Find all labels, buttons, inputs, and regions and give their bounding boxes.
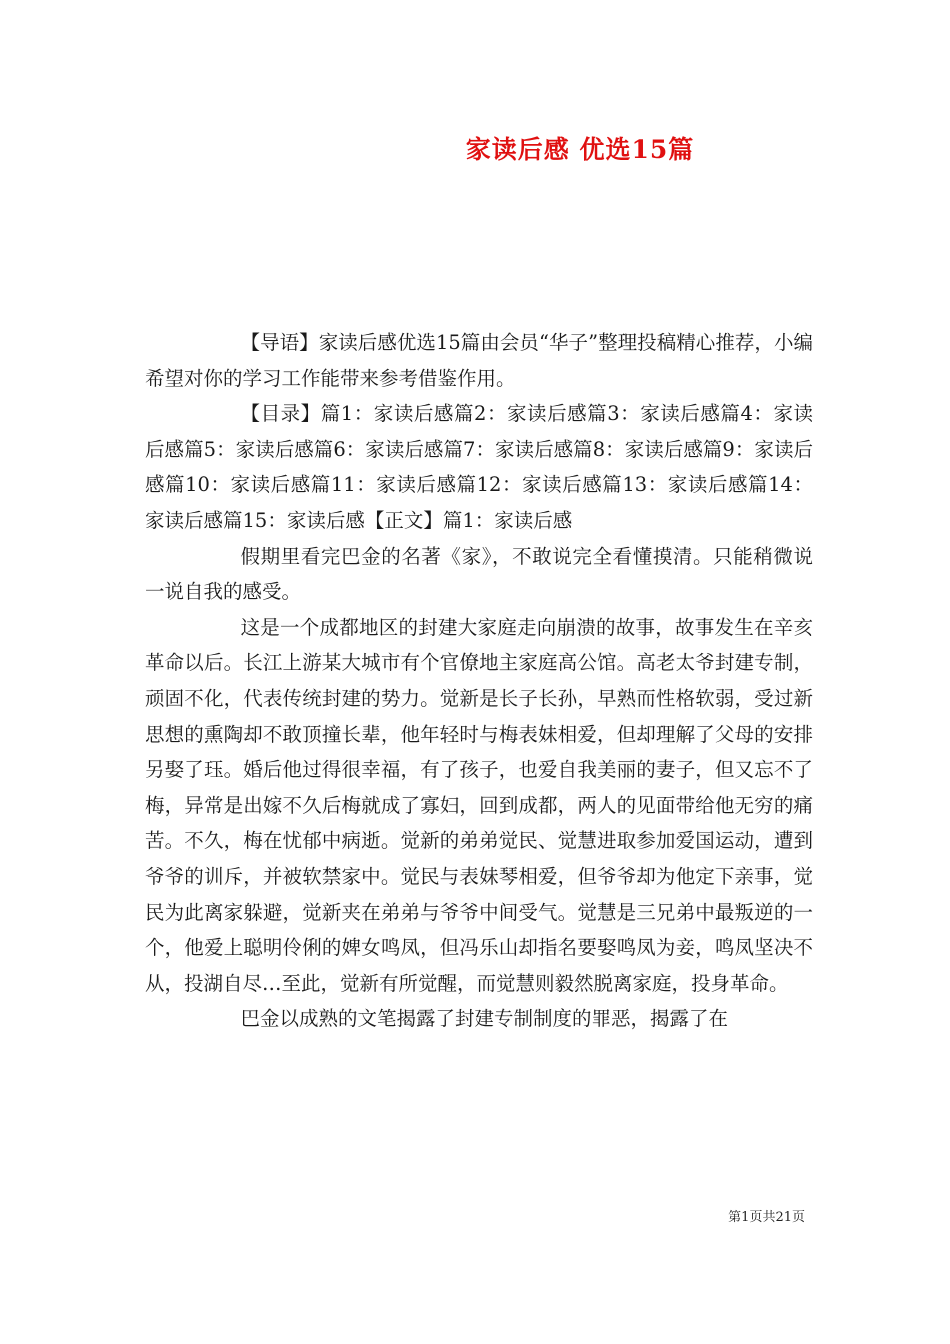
body-paragraph-3: 巴金以成熟的文笔揭露了封建专制制度的罪恶，揭露了在	[240, 1007, 729, 1031]
intro-paragraph: 【导语】家读后感优选15篇由会员“华子”整理投稿精心推荐，小编希望对你的学习工作能带来参考借鉴作用。	[145, 331, 813, 390]
body-paragraph-2: 这是一个成都地区的封建大家庭走向崩溃的故事，故事发生在辛亥革命以后。长江上游某大城市有个官僚地主家庭高公馆。高老太爷封建专制，顽固不化，代表传统封建的势力。觉新是长子长孙，早熟而性格软弱，受过新思想的熏陶却不敢顶撞长辈，他年轻时与梅表妹相爱，但却理解了父母的安排另娶了珏。婚后他过得很幸福，有了孩子，也爱自我美丽的妻子，但又忘不了梅，异常是出嫁不久后梅就成了寡妇，回到成都，两人的见面带给他无穷的痛苦。不久，梅在忧郁中病逝。觉新的弟弟觉民、觉慧进取参加爱国运动，遭到爷爷的训斥，并被软禁家中。觉民与表妹琴相爱，但爷爷却为他定下亲事，觉民为此离家躲避，觉新夹在弟弟与爷爷中间受气。觉慧是三兄弟中最叛逆的一个，他爱上聪明伶俐的婢女鸣凤，但冯乐山却指名要娶鸣凤为妾，鸣凤坚决不从，投湖自尽…至此，觉新有所觉醒，而觉慧则毅然脱离家庭，投身革命。	[145, 615, 813, 995]
body-paragraph-1: 假期里看完巴金的名著《家》，不敢说完全看懂摸清。只能稍微说一说自我的感受。	[145, 544, 813, 604]
toc-paragraph: 【目录】篇1：家读后感篇2：家读后感篇3：家读后感篇4：家读后感篇5：家读后感篇6：家读后感篇7：家读后感篇8：家读后感篇9：家读后感篇10：家读后感篇11：家读后感篇12：家读后感篇13：家读后感篇14：家读后感篇15：家读后感【正文】篇1：家读后感	[145, 402, 813, 532]
page-number: 第1页共21页	[728, 1210, 805, 1225]
document-body	[145, 325, 813, 1037]
document-title: 家读后感 优选15篇	[465, 135, 695, 164]
